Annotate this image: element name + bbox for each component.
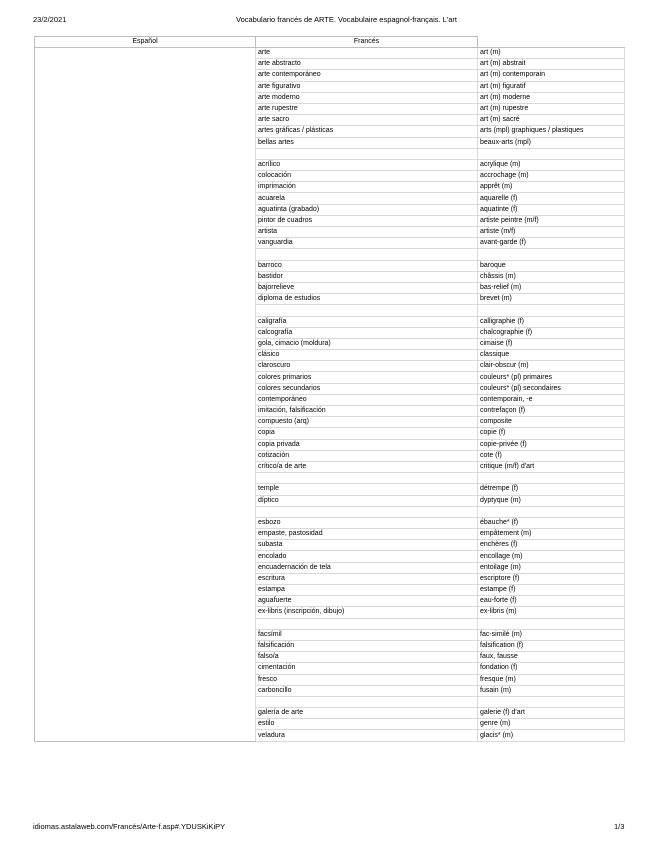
spanish-term: díptico: [256, 495, 478, 506]
french-term: couleurs* (pl) secondaires: [478, 383, 625, 394]
french-term: détrempe (f): [478, 484, 625, 495]
spanish-term: imitación, falsificación: [256, 406, 478, 417]
spanish-column-empty: [35, 48, 256, 742]
french-term: clair-obscur (m): [478, 361, 625, 372]
spanish-term: colocación: [256, 171, 478, 182]
spanish-term: copia: [256, 428, 478, 439]
spanish-term: arte sacro: [256, 115, 478, 126]
french-term: [478, 249, 625, 260]
spanish-term: imprimación: [256, 182, 478, 193]
spanish-term: compuesto (arq): [256, 417, 478, 428]
french-term: entoilage (m): [478, 562, 625, 573]
spanish-term: arte abstracto: [256, 59, 478, 70]
french-term: art (m): [478, 48, 625, 59]
french-term: [478, 305, 625, 316]
french-term: escriptore (f): [478, 573, 625, 584]
french-term: [478, 148, 625, 159]
french-term: contrefaçon (f): [478, 406, 625, 417]
french-term: fac-similé (m): [478, 629, 625, 640]
french-term: empâtement (m): [478, 529, 625, 540]
french-term: aquarelle (f): [478, 193, 625, 204]
spanish-term: empaste, pastosidad: [256, 529, 478, 540]
page-number: 1/3: [614, 822, 625, 831]
spanish-term: barroco: [256, 260, 478, 271]
french-term: beaux-arts (mpl): [478, 137, 625, 148]
table-row: [35, 48, 625, 59]
french-term: classique: [478, 350, 625, 361]
spanish-term: veladura: [256, 730, 478, 741]
french-term: galerie (f) d'art: [478, 708, 625, 719]
french-term: copie (f): [478, 428, 625, 439]
spanish-term: claroscuro: [256, 361, 478, 372]
spanish-term: clásico: [256, 350, 478, 361]
spanish-term: [256, 148, 478, 159]
french-term: falsification (f): [478, 640, 625, 651]
table-body: [35, 48, 625, 742]
column-header-spanish: Español: [35, 37, 256, 48]
spanish-term: bastidor: [256, 271, 478, 282]
french-term: copie-privée (f): [478, 439, 625, 450]
spanish-term: falsificación: [256, 640, 478, 651]
spanish-term: crítico/a de arte: [256, 461, 478, 472]
french-term: contemporain, -e: [478, 394, 625, 405]
french-term: brevet (m): [478, 294, 625, 305]
spanish-term: gola, cimacio (moldura): [256, 338, 478, 349]
french-term: arts (mpl) graphiques / plastiques: [478, 126, 625, 137]
spanish-term: artes gráficas / plásticas: [256, 126, 478, 137]
spanish-term: copia privada: [256, 439, 478, 450]
spanish-term: cimentación: [256, 663, 478, 674]
spanish-term: aguafuerte: [256, 596, 478, 607]
french-term: [478, 618, 625, 629]
french-term: encollage (m): [478, 551, 625, 562]
spanish-term: [256, 618, 478, 629]
spanish-term: ex-libris (inscripción, dibujo): [256, 607, 478, 618]
french-term: calligraphie (f): [478, 316, 625, 327]
spanish-term: bellas artes: [256, 137, 478, 148]
french-term: cimaise (f): [478, 338, 625, 349]
french-term: critique (m/f) d'art: [478, 461, 625, 472]
french-term: artiste (m/f): [478, 227, 625, 238]
french-term: apprêt (m): [478, 182, 625, 193]
spanish-term: artista: [256, 227, 478, 238]
spanish-term: acrílico: [256, 159, 478, 170]
spanish-term: carboncillo: [256, 685, 478, 696]
french-term: art (m) abstrait: [478, 59, 625, 70]
page-title: Vocabulario francés de ARTE. Vocabulaire espagnol-français. L'art: [236, 15, 458, 24]
french-term: avant-garde (f): [478, 238, 625, 249]
french-term: accrochage (m): [478, 171, 625, 182]
footer-url: idiomas.astalaweb.com/Francés/Arte-f.asp#.YDUSKiKiPY: [33, 822, 226, 831]
spanish-term: arte moderno: [256, 92, 478, 103]
french-term: fondation (f): [478, 663, 625, 674]
spanish-term: fresco: [256, 674, 478, 685]
french-term: genre (m): [478, 719, 625, 730]
french-term: composite: [478, 417, 625, 428]
spanish-term: temple: [256, 484, 478, 495]
french-term: couleurs* (pl) primaires: [478, 372, 625, 383]
french-term: chalcographie (f): [478, 327, 625, 338]
spanish-term: esbozo: [256, 517, 478, 528]
spanish-term: calcografía: [256, 327, 478, 338]
spanish-term: [256, 249, 478, 260]
spanish-term: estilo: [256, 719, 478, 730]
french-term: cote (f): [478, 450, 625, 461]
french-term: estampe (f): [478, 585, 625, 596]
french-term: faux, fausse: [478, 652, 625, 663]
spanish-term: [256, 696, 478, 707]
french-term: fusain (m): [478, 685, 625, 696]
spanish-term: vanguardia: [256, 238, 478, 249]
french-term: [478, 696, 625, 707]
spanish-term: encuadernación de tela: [256, 562, 478, 573]
french-term: ex-libris (m): [478, 607, 625, 618]
french-term: aquatinte (f): [478, 204, 625, 215]
spanish-term: escritura: [256, 573, 478, 584]
french-term: eau-forte (f): [478, 596, 625, 607]
french-term: art (m) figuratif: [478, 81, 625, 92]
vocabulary-table: [34, 36, 625, 742]
french-term: enchères (f): [478, 540, 625, 551]
spanish-term: [256, 473, 478, 484]
spanish-term: acuarela: [256, 193, 478, 204]
french-term: artiste peintre (m/f): [478, 215, 625, 226]
french-term: art (m) moderne: [478, 92, 625, 103]
column-header-french: Francés: [256, 37, 478, 48]
spanish-term: contemporáneo: [256, 394, 478, 405]
print-date: 23/2/2021: [33, 15, 67, 24]
spanish-term: bajorrelieve: [256, 282, 478, 293]
spanish-term: diploma de estudios: [256, 294, 478, 305]
spanish-term: colores primarios: [256, 372, 478, 383]
spanish-term: arte: [256, 48, 478, 59]
table-header-row: [35, 37, 625, 48]
french-term: acrylique (m): [478, 159, 625, 170]
spanish-term: subasta: [256, 540, 478, 551]
spanish-term: encolado: [256, 551, 478, 562]
spanish-term: arte contemporáneo: [256, 70, 478, 81]
spanish-term: estampa: [256, 585, 478, 596]
spanish-term: aguatinta (grabado): [256, 204, 478, 215]
french-term: art (m) rupestre: [478, 103, 625, 114]
french-term: fresque (m): [478, 674, 625, 685]
french-term: bas-relief (m): [478, 282, 625, 293]
french-term: châssis (m): [478, 271, 625, 282]
spanish-term: caligrafía: [256, 316, 478, 327]
spanish-term: colores secundarios: [256, 383, 478, 394]
spanish-term: [256, 305, 478, 316]
spanish-term: arte rupestre: [256, 103, 478, 114]
spanish-term: cotización: [256, 450, 478, 461]
spanish-term: pintor de cuadros: [256, 215, 478, 226]
french-term: dyptyque (m): [478, 495, 625, 506]
spanish-term: arte figurativo: [256, 81, 478, 92]
column-header-blank: [478, 37, 625, 48]
french-term: [478, 506, 625, 517]
french-term: glacis* (m): [478, 730, 625, 741]
spanish-term: [256, 506, 478, 517]
spanish-term: facsímil: [256, 629, 478, 640]
french-term: ébauche* (f): [478, 517, 625, 528]
french-term: art (m) sacré: [478, 115, 625, 126]
french-term: art (m) contemporain: [478, 70, 625, 81]
spanish-term: galería de arte: [256, 708, 478, 719]
spanish-term: falso/a: [256, 652, 478, 663]
french-term: [478, 473, 625, 484]
french-term: baroque: [478, 260, 625, 271]
